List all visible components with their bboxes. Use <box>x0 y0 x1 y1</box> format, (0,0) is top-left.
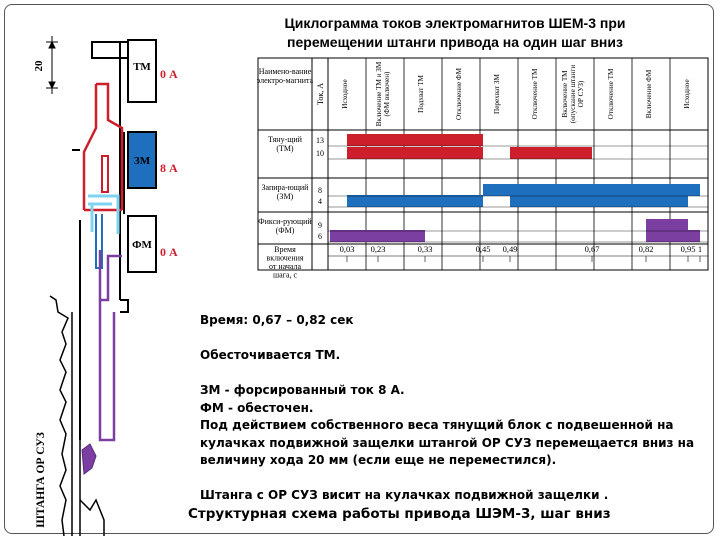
magnet-zm <box>128 132 156 188</box>
header-current: Ток, А <box>316 83 325 105</box>
time-tick: 0,82 <box>638 244 654 254</box>
cyclogram-bar <box>347 195 483 207</box>
time-tick: 0,95 <box>680 244 696 254</box>
time-tick: 0,45 <box>475 244 491 254</box>
time-tick: 1 <box>697 244 703 254</box>
time-tick: 0,33 <box>417 244 433 254</box>
magnet-zm-label: ЗМ <box>133 155 151 167</box>
column-header: Исходное <box>683 79 691 109</box>
note-line <box>200 470 680 488</box>
note-line: Время: 0,67 – 0,82 сек <box>200 313 354 327</box>
dimension-label: 20 <box>33 60 45 72</box>
fm-rod <box>100 250 122 440</box>
row-label: Фикси-рующий (ФМ) <box>258 217 312 235</box>
time-tick: 0,03 <box>339 244 355 254</box>
rod <box>50 296 104 536</box>
cyclogram-bar <box>347 147 483 159</box>
time-tick: 0,49 <box>502 244 518 254</box>
magnet-tm <box>128 40 156 102</box>
row-current: 13 <box>316 136 324 145</box>
rod-label: ШТАНГА ОР СУЗ <box>35 432 47 528</box>
current-tm: 0 А <box>160 67 178 81</box>
note-line <box>200 365 680 383</box>
slide-title: Циклограмма токов электромагнитов ШЕМ-3 при перемещении штанги привода на один шаг вниз <box>284 15 626 50</box>
stroke-dimension <box>46 36 58 94</box>
note-line: ЗМ - форсированный ток 8 А. <box>200 383 405 397</box>
row-current: 8 <box>318 186 322 195</box>
cyclogram-bar <box>483 184 700 196</box>
tm-latch <box>102 156 108 192</box>
cyclogram-bar <box>330 230 425 242</box>
column-header: Включение ТМ и ЗМ(ФМ включен) <box>375 61 391 127</box>
row-label: Тяну-щий (ТМ) <box>268 135 302 153</box>
scheme-caption: Структурная схема работы привода ШЭМ-3, шаг вниз <box>188 506 611 522</box>
row-current: 9 <box>318 221 322 230</box>
note-line: Под действием собственного веса тянущий блок с подвешенной на <box>200 418 674 432</box>
current-zm: 8 А <box>160 161 178 175</box>
column-header: Исходное <box>341 79 349 109</box>
magnet-fm <box>128 216 156 272</box>
time-tick: 0,23 <box>370 244 386 254</box>
cyclogram-table <box>250 56 720 296</box>
cyclogram-bar <box>510 147 592 159</box>
description-text <box>200 312 695 505</box>
time-tick: 0,67 <box>584 244 600 254</box>
note-line: величину хода 20 мм (если еще не переместился). <box>200 453 557 467</box>
current-fm: 0 А <box>160 245 178 259</box>
column-header: Подхват ТМ <box>417 75 425 113</box>
rod-cam <box>82 444 96 474</box>
column-header: Перехват ЗМ <box>493 74 501 114</box>
row-current: 4 <box>318 197 322 206</box>
magnet-tm-label: ТМ <box>133 61 151 73</box>
time-label: Время включения от начала шага, с <box>266 245 304 280</box>
note-line: ФМ - обесточен. <box>200 400 314 415</box>
magnet-fm-label: ФМ <box>132 239 152 251</box>
column-header: Отключение ФМ <box>455 67 463 121</box>
cyclogram-bar <box>347 134 483 146</box>
drive-scheme <box>0 0 200 540</box>
note-line: кулачках подвижной защелки штангой ОР СУЗ перемещается вниз на <box>200 435 695 450</box>
note-line: Штанга с ОР СУЗ висит на кулачках подвижной защелки . <box>200 488 609 502</box>
header-magnet-name: Наимено-вание электро-магнита <box>256 67 314 85</box>
row-current: 10 <box>316 149 324 158</box>
column-header: Отключение ТМ <box>607 68 615 120</box>
row-label: Запира-ющий (ЗМ) <box>261 183 309 201</box>
note-line: Обесточивается ТМ. <box>200 348 341 362</box>
column-header: Включение ФМ <box>645 69 653 119</box>
column-header: Включение ТМ(опускание штангиОР СУЗ) <box>561 64 585 124</box>
row-current: 6 <box>318 232 322 241</box>
note-line <box>200 330 680 348</box>
cyclogram-bar <box>510 195 688 207</box>
table-border <box>258 58 708 270</box>
cyclogram-bar <box>646 219 688 231</box>
cyclogram-bar <box>646 230 700 242</box>
column-header: Отключение ТМ <box>531 68 539 120</box>
